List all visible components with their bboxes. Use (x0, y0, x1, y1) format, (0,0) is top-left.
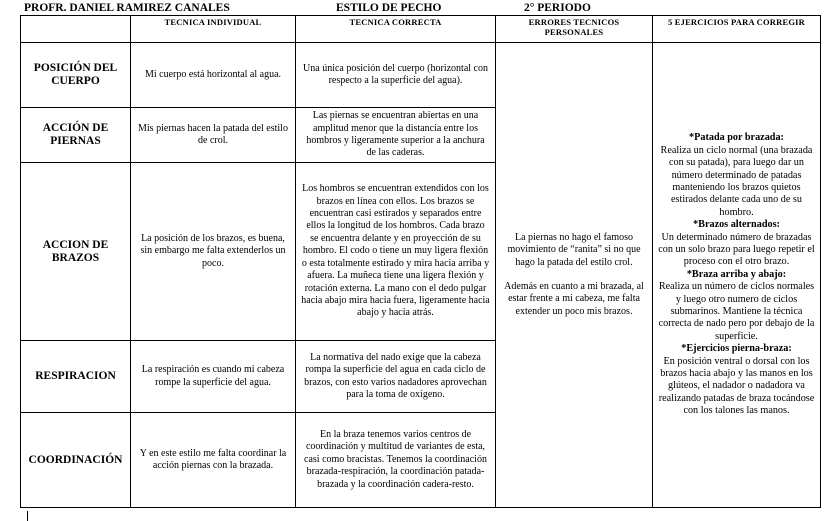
empty-corner-cell (21, 16, 131, 43)
individual-coordinacion: Y en este estilo me falta coordinar la acción piernas con la brazada. (131, 413, 296, 508)
exercise-title: *Braza arriba y abajo: (686, 268, 787, 280)
errors-paragraph-1: La piernas no hago el famoso movimiento de “ranita” si no que hago la patada del estilo crol. (507, 231, 641, 268)
row-label-respiracion: RESPIRACION (21, 341, 131, 413)
correct-posicion: Una única posición del cuerpo (horizontal con respecto a la superficie del agua). (296, 43, 496, 108)
text-cursor (27, 511, 28, 521)
row-label-posicion: POSICIÓN DEL CUERPO (21, 43, 131, 108)
row-label-coordinacion: COORDINACIÓN (21, 413, 131, 508)
exercise-item (658, 132, 815, 219)
column-header-exercises: 5 EJERCICIOS PARA CORREGIR (653, 16, 821, 43)
table-row (21, 43, 821, 108)
correct-brazos: Los hombros se encuentran extendidos con los brazos en línea con ellos. Los brazos se encuentran casi estirados y separados entre ellos la longitud de los hombros. Cada brazo se encuentra delante y en proyección de su hombro. El codo o tiene un muy ligera flexión o esta totalmente estirado y mira hacia arriba y afuera. La muñeca tiene una ligera flexión y rotación externa. La mano con el dedo pulgar hacia abajo mira hacia fuera, ligeramente hacia abajo y hacia atrás. (296, 163, 496, 341)
teacher-name: PROFR. DANIEL RAMIREZ CANALES (24, 2, 230, 14)
exercise-item (658, 269, 815, 343)
row-label-piernas: ACCIÓN DE PIERNAS (21, 108, 131, 163)
exercise-text: En posición ventral o dorsal con los brazos hacia abajo y las manos en los glúteos, el nadador o nadadora va realizando patadas de braza tocándose con los talones las manos. (658, 355, 815, 417)
table-header-row (21, 16, 821, 43)
period-label: 2° PERIODO (524, 2, 591, 14)
column-header-errors: ERRORES TECNICOS PERSONALES (496, 16, 653, 43)
exercise-text: Realiza un ciclo normal (una brazada con su patada), para luego dar un número determinado de patadas manteniendo los brazos quietos estirados delante cada uno de su hombro. (660, 144, 813, 218)
exercise-text: Realiza un número de ciclos normales y luego otro numero de ciclos submarinos. Mantiene la técnica correcta de nado pero por debajo de la superficie. (658, 281, 815, 342)
technique-table (20, 15, 821, 508)
exercise-title: *Patada por brazada: (689, 132, 784, 144)
individual-brazos: La posición de los brazos, es buena, sin embargo me falta extenderlos un poco. (131, 163, 296, 341)
individual-piernas: Mis piernas hacen la patada del estilo de crol. (131, 108, 296, 163)
individual-posicion: Mi cuerpo está horizontal al agua. (131, 43, 296, 108)
exercise-text: Un determinado número de brazadas con un solo brazo para luego repetir el proceso con el otro brazo. (658, 231, 815, 268)
exercise-item (658, 219, 815, 269)
row-label-brazos: ACCION DE BRAZOS (21, 163, 131, 341)
errors-paragraph-2: Además en cuanto a mi brazada, al estar frente a mi cabeza, me falta extender un poco mis brazos. (504, 281, 644, 317)
individual-respiracion: La respiración es cuando mi cabeza rompe la superficie del agua. (131, 341, 296, 413)
exercise-item (658, 343, 815, 417)
exercise-title: *Ejercicios pierna-braza: (681, 343, 792, 355)
correct-coordinacion: En la braza tenemos varios centros de coordinación y multitud de variantes de esta, casi como bracistas. Tenemos la coordinación brazada-respiración, la coordinación patada-brazada y la coordinación cadera-resto. (296, 413, 496, 508)
column-header-correct: TECNICA CORRECTA (296, 16, 496, 43)
swim-style-title: ESTILO DE PECHO (336, 2, 442, 14)
exercise-title: *Brazos alternados: (693, 219, 780, 231)
errors-cell (496, 43, 653, 508)
correct-respiracion: La normativa del nado exige que la cabeza rompa la superficie del agua en cada ciclo de brazos, con esto varios nadadores aprovechan para la toma de oxígeno. (296, 341, 496, 413)
correct-piernas: Las piernas se encuentran abiertas en una amplitud menor que la distancia entre los hombros y ligeramente superior a la anchura de las caderas. (296, 108, 496, 163)
exercises-cell (653, 43, 821, 508)
column-header-individual: TECNICA INDIVIDUAL (131, 16, 296, 43)
